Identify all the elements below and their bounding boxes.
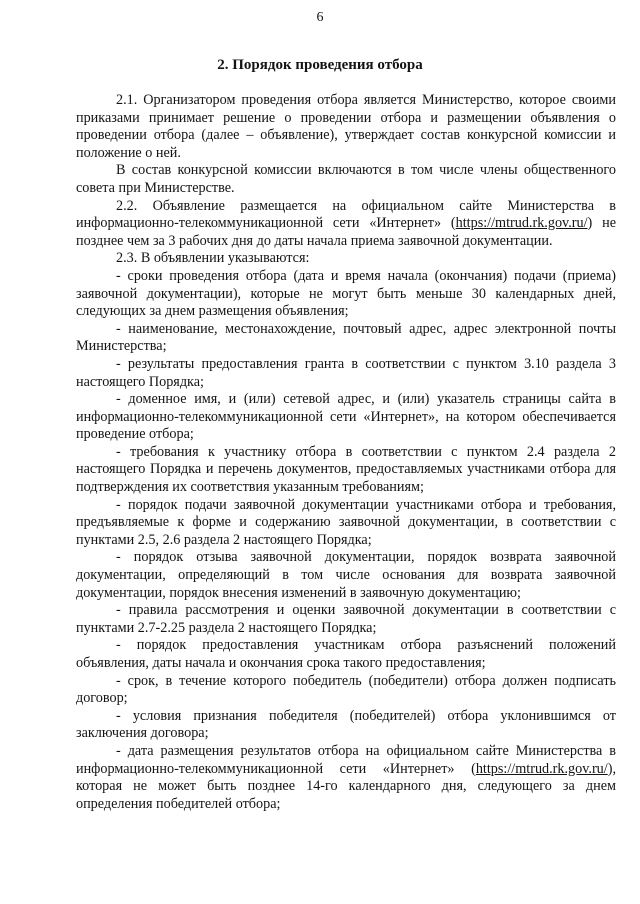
paragraph-2-2-text-end: ) не позднее чем за 3 рабочих дня до даты начала приема заявочной документации. <box>76 215 616 249</box>
results-text-start: - дата размещения результатов отбора на официальном сайте Министерства в информационно-телекоммуникационной сети «Интернет» ( <box>76 742 616 777</box>
results-text-end: ), которая не может быть позднее 14-го календарного дня, следующего за днем определения победителей отбора; <box>76 760 616 812</box>
section-title: 2. Порядок проведения отбора <box>217 57 423 73</box>
list-item: - сроки проведения отбора (дата и время начала (окончания) подачи (приема) заявочной документации), которые не могут быть меньше 30 календарных дней, следующих за днем размещения объявления; <box>76 267 616 320</box>
list-item: - правила рассмотрения и оценки заявочной документации в соответствии с пунктами 2.7-2.25 раздела 2 настоящего Порядка; <box>76 602 616 636</box>
paragraph-2-1: 2.1. Организатором проведения отбора является Министерство, которое своими приказами принимает решение о проведении отбора и размещении объявления о проведении отбора (далее – объявление), утверждает состав конкурсной комиссии и положение о ней. <box>76 92 616 161</box>
document-body <box>76 92 616 813</box>
paragraph-2-2 <box>76 198 616 251</box>
list-item: - срок, в течение которого победитель (победители) отбора должен подписать договор; <box>76 672 616 707</box>
list-item: - наименование, местонахождение, почтовый адрес, адрес электронной почты Министерства; <box>76 320 616 355</box>
ministry-url-link[interactable]: https://mtrud.rk.gov.ru/ <box>455 215 588 232</box>
paragraph-2-2-text-start: 2.2. Объявление размещается на официальном сайте Министерства в информационно-телекоммуникационной сети «Интернет» ( <box>76 197 616 232</box>
list-item: - результаты предоставления гранта в соответствии с пунктом 3.10 раздела 3 настоящего Порядка; <box>76 355 616 390</box>
list-item: - доменное имя, и (или) сетевой адрес, и (или) указатель страницы сайта в информационно-телекоммуникационной сети «Интернет», на котором обеспечивается проведение отбора; <box>76 391 616 443</box>
list-item-results-date <box>76 743 616 813</box>
list-item: - порядок подачи заявочной документации участниками отбора и требования, предъявляемые к форме и содержанию заявочной документации, в соответствии с пунктами 2.5, 2.6 раздела 2 настоящего Порядка; <box>76 496 616 548</box>
page-number: 6 <box>316 10 324 25</box>
paragraph-commission: В состав конкурсной комиссии включаются в том числе члены общественного совета при Министерстве. <box>76 162 616 196</box>
list-item: - порядок предоставления участникам отбора разъяснений положений объявления, даты начала и окончания срока такого предоставления; <box>76 637 616 671</box>
ministry-url-link[interactable]: https://mtrud.rk.gov.ru/ <box>475 760 608 777</box>
paragraph-2-3: 2.3. В объявлении указываются: <box>116 250 310 267</box>
list-item: - требования к участнику отбора в соответствии с пунктом 2.4 раздела 2 настоящего Порядка и перечень документов, предоставляемых участниками отбора для подтверждения их соответствия указанным требованиям; <box>76 443 616 496</box>
list-item: - порядок отзыва заявочной документации, порядок возврата заявочной документации, определяющий в том числе основания для возврата заявочной документации, порядок внесения изменений в заявочную документацию; <box>76 549 616 601</box>
list-item: - условия признания победителя (победителей) отбора уклонившимся от заключения договора; <box>76 707 616 742</box>
